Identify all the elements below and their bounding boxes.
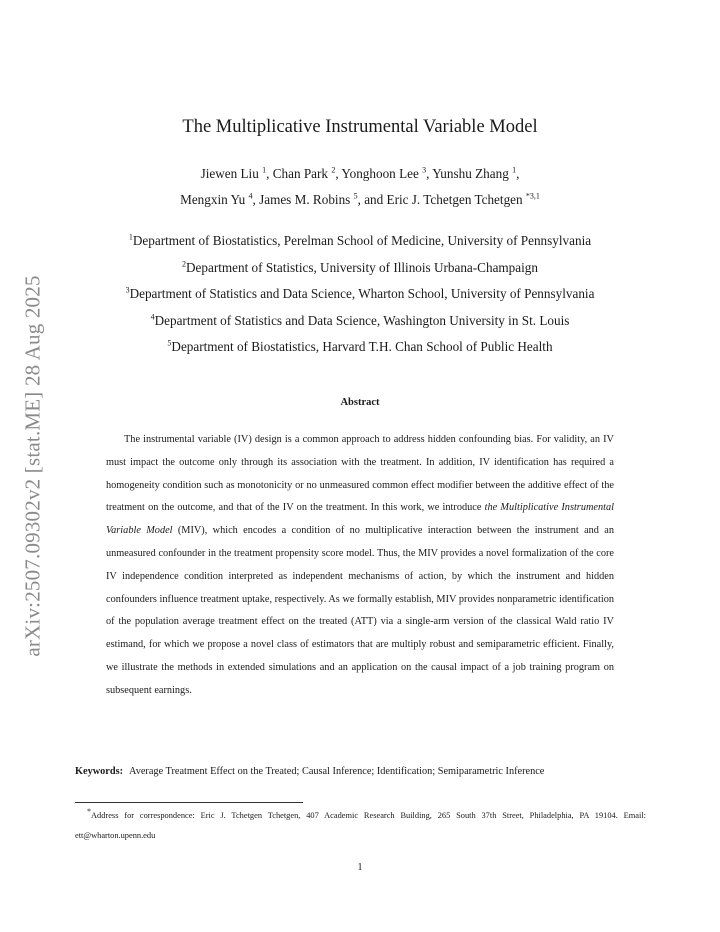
footnote-divider — [75, 802, 303, 803]
abstract-heading: Abstract — [340, 397, 380, 408]
author-name: , and Eric J. Tchetgen Tchetgen — [357, 192, 523, 207]
abstract-text: (MIV), which encodes a condition of no multiplicative interaction between the instrument and an unmeasured confounder in the treatment propensity score model. Thus, the MIV provides a novel formalization of the core IV independence condition interpreted as independent mechanisms of action, by which the instrument and hidden confounders influence treatment uptake, respectively. As we formally establish, MIV provides nonparametric identification of the population average treatment effect on the treated (ATT) via a single-arm version of the classical Wald ratio IV estimand, for which we propose a novel class of estimators that are multiply robust and semiparametric efficient. Finally, we illustrate the methods in extended simulations and an application on the causal impact of a job training program on subsequent earnings. — [106, 525, 614, 696]
affiliation-text: Department of Statistics and Data Science, Wharton School, University of Pennsylvania — [129, 286, 595, 301]
author-name: , James M. Robins — [252, 192, 351, 207]
author-separator: , — [516, 166, 520, 181]
page-number: 1 — [357, 862, 363, 873]
author-name: , Yonghoon Lee — [335, 166, 419, 181]
affiliation-number: 3 — [125, 285, 130, 295]
affiliation-2 — [0, 260, 720, 276]
affiliation-text: Department of Statistics and Data Science, Washington University in St. Louis — [154, 313, 570, 328]
keywords — [75, 761, 646, 783]
author-affiliation-mark: 4 — [248, 191, 253, 201]
affiliation-3 — [0, 286, 720, 302]
correspondence-footnote — [75, 806, 646, 846]
abstract-text: The instrumental variable (IV) design is a common approach to address hidden confounding bias. For validity, an IV must impact the outcome only through its association with the treatment. In addition, IV identification has required a homogeneity condition such as monotonicity or no unmeasured common effect modifier between the additive effect of the treatment on the outcome, and that of the IV on the treatment. In this work, we introduce — [106, 434, 614, 514]
author-affiliation-mark: 1 — [512, 165, 517, 175]
authors-line-2 — [0, 192, 720, 208]
affiliation-4 — [0, 313, 720, 329]
affiliation-text: Department of Statistics, University of Illinois Urbana-Champaign — [186, 260, 538, 275]
affiliation-number: 5 — [167, 338, 172, 348]
affiliation-number: 1 — [128, 232, 133, 242]
author-name: Mengxin Yu — [180, 192, 246, 207]
affiliation-text: Department of Biostatistics, Harvard T.H. Chan School of Public Health — [171, 339, 553, 354]
author-affiliation-mark: 2 — [331, 165, 336, 175]
affiliation-1 — [0, 233, 720, 249]
footnote-text: Address for correspondence: Eric J. Tchetgen Tchetgen, 407 Academic Research Building, 265 South 37th Street, Philadelphia, PA 19104. Email: ett@wharton.upenn.edu — [75, 811, 646, 840]
author-affiliation-mark: *3,1 — [525, 191, 540, 201]
affiliation-number: 4 — [150, 312, 155, 322]
arxiv-identifier-stamp: arXiv:2507.09302v2 [stat.ME] 28 Aug 2025 — [20, 275, 45, 657]
author-name: Jiewen Liu — [200, 166, 259, 181]
author-affiliation-mark: 1 — [262, 165, 267, 175]
abstract-emphasis: the Multiplicative Instrumental Variable Model — [106, 502, 614, 537]
footnote-mark: * — [87, 807, 91, 817]
author-affiliation-mark: 5 — [353, 191, 358, 201]
keywords-label: Keywords: — [75, 766, 124, 777]
abstract-body — [106, 429, 614, 703]
author-name: , Yunshu Zhang — [426, 166, 509, 181]
paper-title: The Multiplicative Instrumental Variable Model — [182, 117, 538, 137]
affiliation-number: 2 — [182, 259, 187, 269]
affiliation-5 — [0, 339, 720, 355]
affiliation-text: Department of Biostatistics, Perelman School of Medicine, University of Pennsylvania — [132, 233, 592, 248]
author-name: , Chan Park — [266, 166, 329, 181]
author-affiliation-mark: 3 — [422, 165, 427, 175]
keywords-text: Average Treatment Effect on the Treated; Causal Inference; Identification; Semiparametric Inference — [129, 766, 545, 777]
authors-line-1 — [0, 166, 720, 182]
